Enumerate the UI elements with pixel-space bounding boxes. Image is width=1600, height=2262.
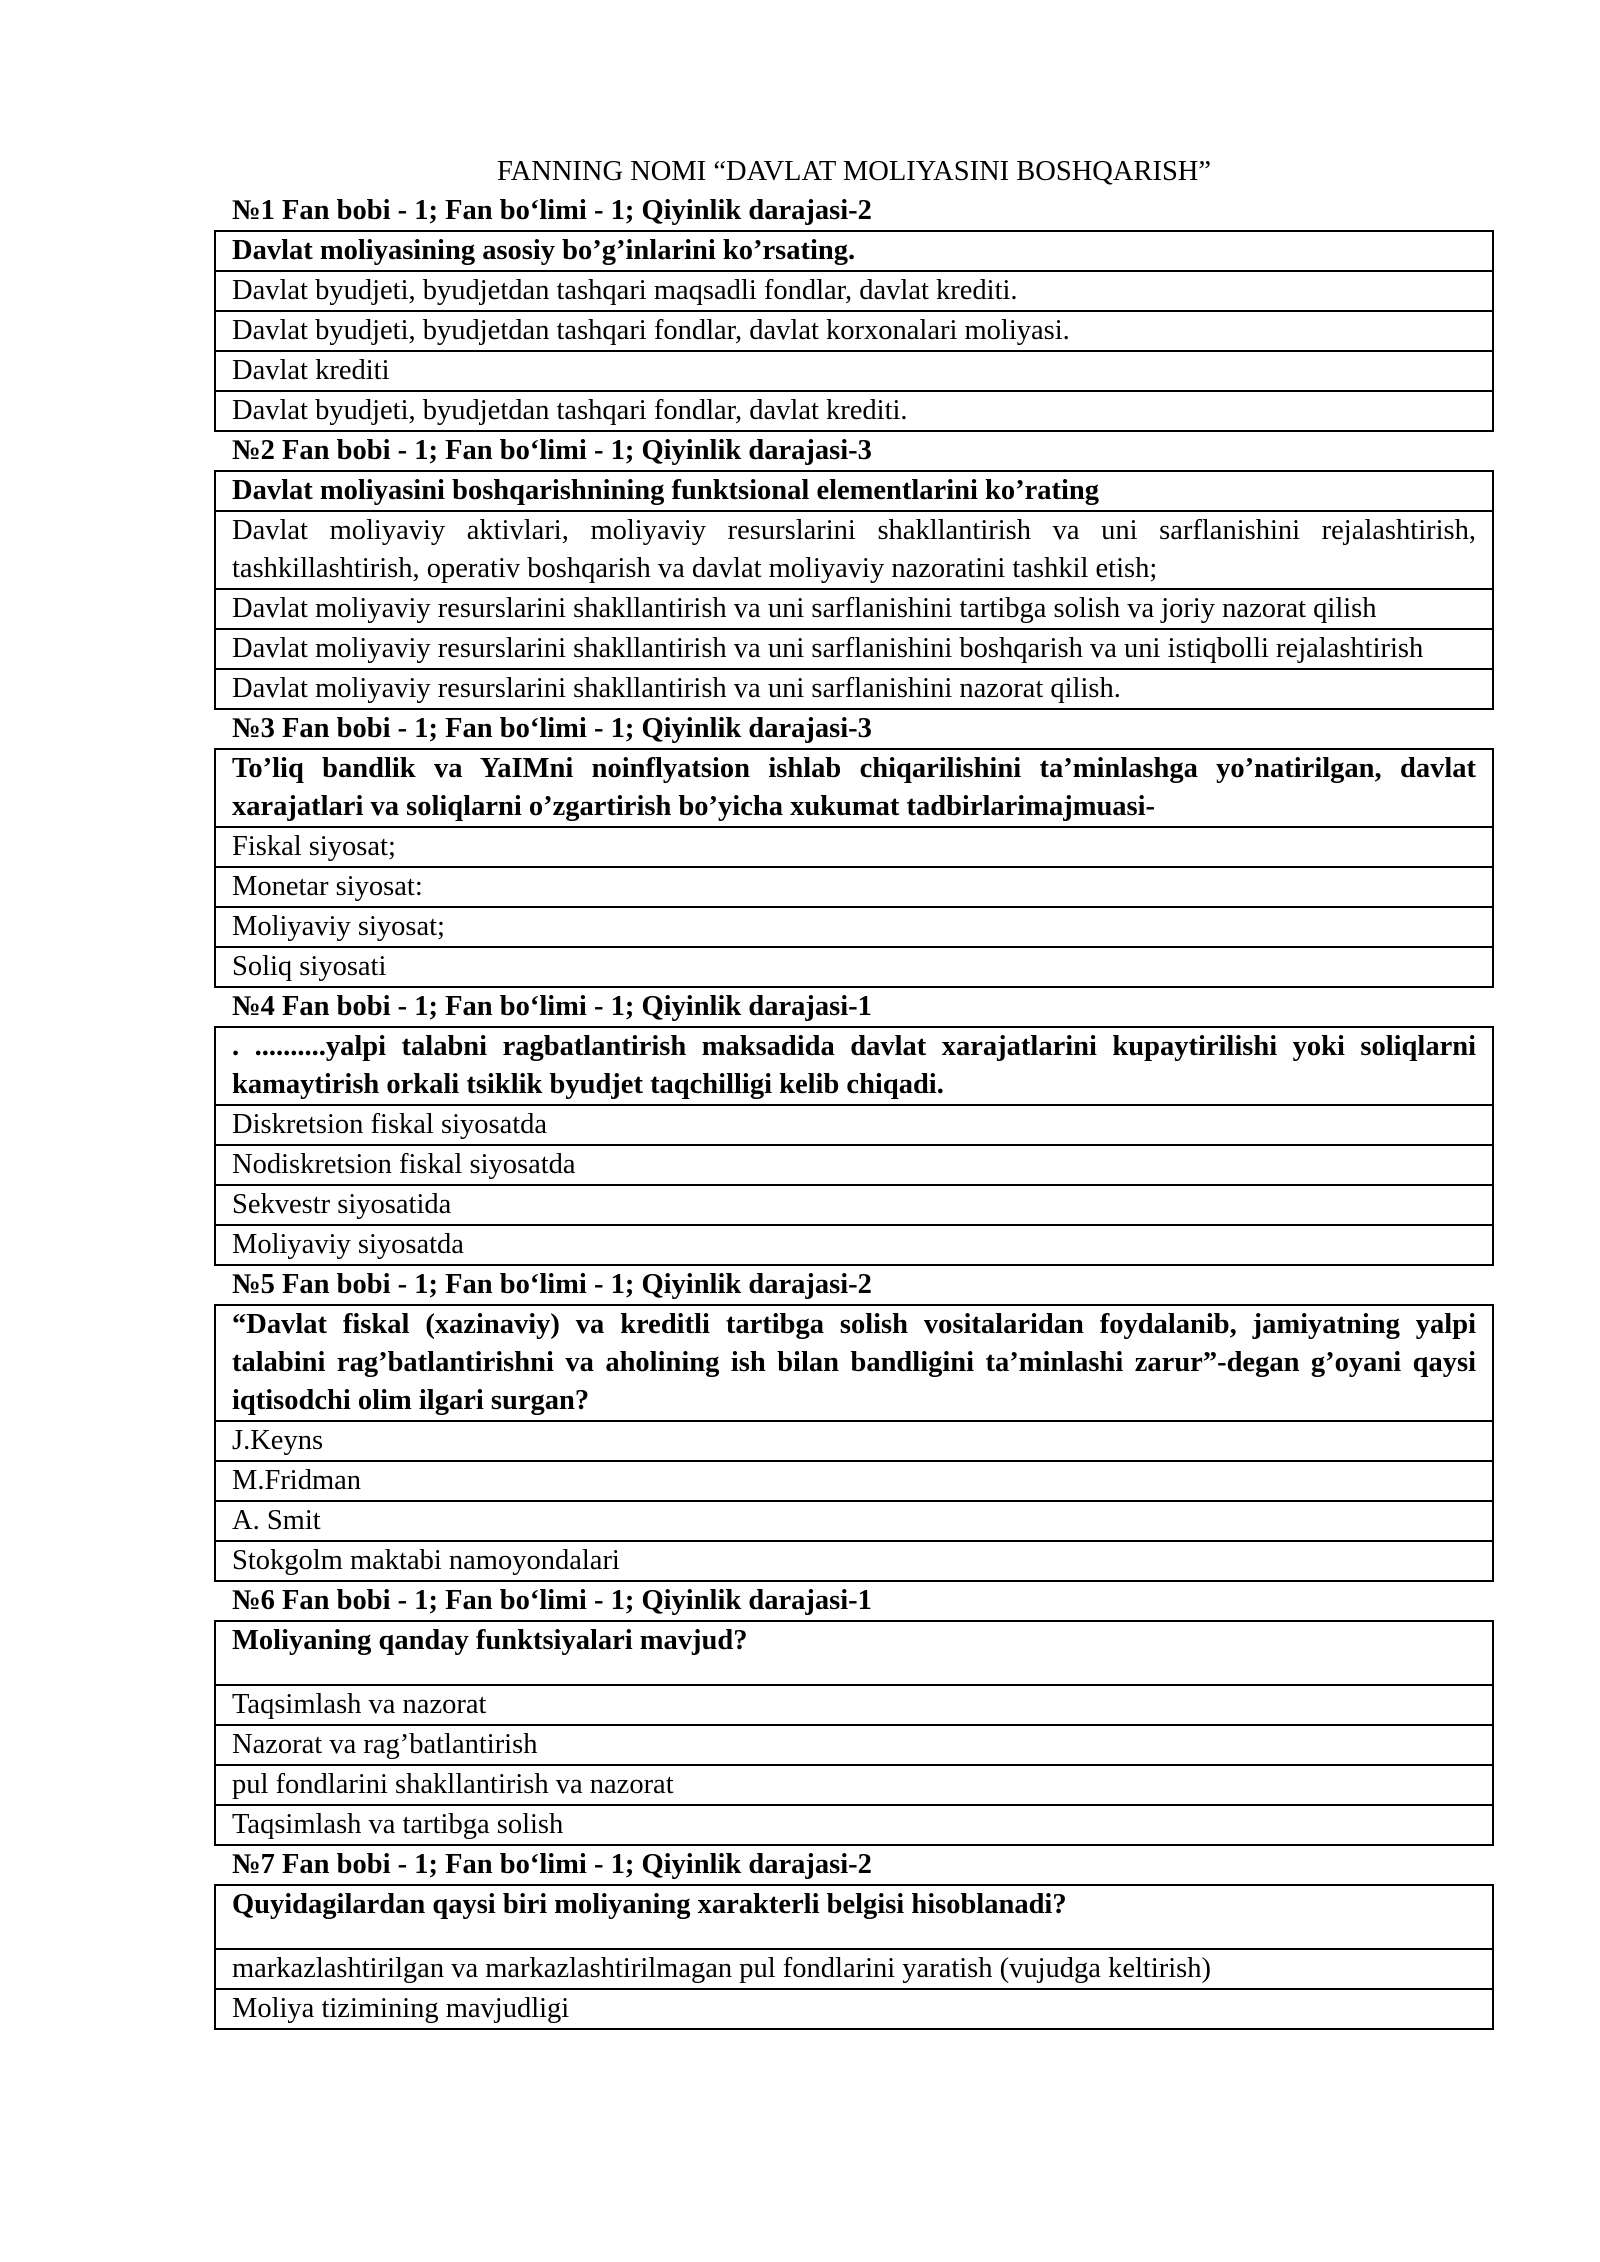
- question-3-answer-1: Fiskal siyosat;: [216, 826, 1492, 866]
- question-6-text: Moliyaning qanday funktsiyalari mavjud?: [232, 1625, 748, 1656]
- question-3-answer-3: Moliyaviy siyosat;: [216, 906, 1492, 946]
- question-6-answer-1: Taqsimlash va nazorat: [216, 1684, 1492, 1724]
- question-3-answer-4: Soliq siyosati: [216, 946, 1492, 986]
- question-5-table: [214, 1304, 1494, 1582]
- question-1-header: №1 Fan bobi - 1; Fan bo‘limi - 1; Qiyinlik darajasi-2: [232, 195, 872, 226]
- question-4-answer-3: Sekvestr siyosatida: [216, 1184, 1492, 1224]
- question-2-answer-1: Davlat moliyaviy aktivlari, moliyaviy resurslarini shakllantirish va uni sarflanishini rejalashtirish, tashkillashtirish, operativ boshqarish va davlat moliyaviy nazoratini tashkil etish;: [216, 510, 1492, 588]
- question-7-answer-2: Moliya tizimining mavjudligi: [216, 1988, 1492, 2028]
- question-2-text: Davlat moliyasini boshqarishnining funktsional elementlarini ko’rating: [232, 475, 1100, 506]
- document-page: [214, 152, 1494, 2030]
- question-7-table: [214, 1884, 1494, 2030]
- question-4-answer-4: Moliyaviy siyosatda: [216, 1224, 1492, 1264]
- question-4-answer-2: Nodiskretsion fiskal siyosatda: [216, 1144, 1492, 1184]
- question-3-table: [214, 748, 1494, 988]
- question-5-answer-1: J.Keyns: [216, 1420, 1492, 1460]
- question-7-text: Quyidagilardan qaysi biri moliyaning xarakterli belgisi hisoblanadi?: [232, 1889, 1067, 1920]
- question-2-header: №2 Fan bobi - 1; Fan bo‘limi - 1; Qiyinlik darajasi-3: [232, 435, 872, 466]
- question-4-text: . ..........yalpi talabni ragbatlantirish maksadida davlat xarajatlarini kupaytirilishi yoki soliqlarni kamaytirish orkali tsiklik byudjet taqchilligi kelib chiqadi.: [232, 1031, 1476, 1100]
- question-7-answer-1: markazlashtirilgan va markazlashtirilmagan pul fondlarini yaratish (vujudga keltirish): [216, 1948, 1492, 1988]
- question-2-answer-2: Davlat moliyaviy resurslarini shakllantirish va uni sarflanishini tartibga solish va joriy nazorat qilish: [216, 588, 1492, 628]
- question-1-text: Davlat moliyasining asosiy bo’g’inlarini ko’rsating.: [232, 235, 856, 266]
- question-1-answer-4: Davlat byudjeti, byudjetdan tashqari fondlar, davlat krediti.: [216, 390, 1492, 430]
- question-7-header: №7 Fan bobi - 1; Fan bo‘limi - 1; Qiyinlik darajasi-2: [232, 1849, 872, 1880]
- question-6-answer-4: Taqsimlash va tartibga solish: [216, 1804, 1492, 1844]
- question-1-table: [214, 230, 1494, 432]
- question-5-answer-4: Stokgolm maktabi namoyondalari: [216, 1540, 1492, 1580]
- question-1-answer-2: Davlat byudjeti, byudjetdan tashqari fondlar, davlat korxonalari moliyasi.: [216, 310, 1492, 350]
- question-5-text: “Davlat fiskal (xazinaviy) va kreditli tartibga solish vositalaridan foydalanib, jamiyatning yalpi talabini rag’batlantirishni va aholining ish bilan bandligini ta’minlashi zarur”-degan g’oyani qaysi iqtisodchi olim ilgari surgan?: [232, 1309, 1476, 1416]
- question-5-answer-3: A. Smit: [216, 1500, 1492, 1540]
- question-4-answer-1: Diskretsion fiskal siyosatda: [216, 1104, 1492, 1144]
- question-2-answer-4: Davlat moliyaviy resurslarini shakllantirish va uni sarflanishini nazorat qilish.: [216, 668, 1492, 708]
- question-5-header: №5 Fan bobi - 1; Fan bo‘limi - 1; Qiyinlik darajasi-2: [232, 1269, 872, 1300]
- question-1-answer-1: Davlat byudjeti, byudjetdan tashqari maqsadli fondlar, davlat krediti.: [216, 270, 1492, 310]
- question-6-answer-2: Nazorat va rag’batlantirish: [216, 1724, 1492, 1764]
- question-6-header: №6 Fan bobi - 1; Fan bo‘limi - 1; Qiyinlik darajasi-1: [232, 1585, 872, 1616]
- question-6-table: [214, 1620, 1494, 1846]
- question-5-answer-2: M.Fridman: [216, 1460, 1492, 1500]
- question-2-table: [214, 470, 1494, 710]
- question-3-text: To’liq bandlik va YaIMni noinflyatsion ishlab chiqarilishini ta’minlashga yo’natirilgan, davlat xarajatlari va soliqlarni o’zgartirish bo’yicha xukumat tadbirlarimajmuasi-: [232, 753, 1476, 822]
- question-3-header: №3 Fan bobi - 1; Fan bo‘limi - 1; Qiyinlik darajasi-3: [232, 713, 872, 744]
- question-4-header: №4 Fan bobi - 1; Fan bo‘limi - 1; Qiyinlik darajasi-1: [232, 991, 872, 1022]
- document-title: FANNING NOMI “DAVLAT MOLIYASINI BOSHQARISH”: [496, 156, 1212, 187]
- question-3-answer-2: Monetar siyosat:: [216, 866, 1492, 906]
- question-1-answer-3: Davlat krediti: [216, 350, 1492, 390]
- question-4-table: [214, 1026, 1494, 1266]
- question-6-answer-3: pul fondlarini shakllantirish va nazorat: [216, 1764, 1492, 1804]
- question-2-answer-3: Davlat moliyaviy resurslarini shakllantirish va uni sarflanishini boshqarish va uni istiqbolli rejalashtirish: [216, 628, 1492, 668]
